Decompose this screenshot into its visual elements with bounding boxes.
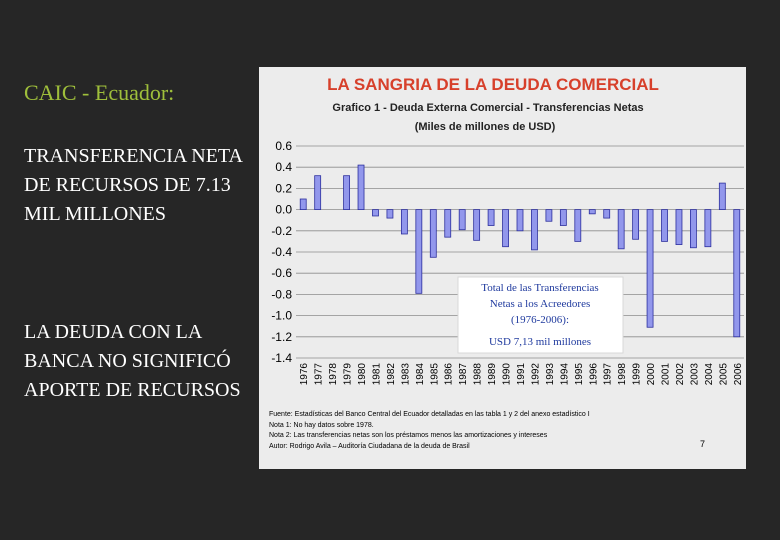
annotation-line-1: Total de las Transferencias (481, 282, 599, 294)
bar-chart (259, 67, 746, 469)
bar-1996 (589, 210, 595, 214)
x-tick-label: 1989 (487, 363, 499, 386)
footnote-author: Autor: Rodrigo Avila – Auditoría Ciudadana de la deuda de Brasil (269, 442, 470, 450)
bar-1986 (445, 210, 451, 238)
x-tick-label: 1987 (458, 363, 470, 386)
bar-2003 (690, 210, 696, 248)
bar-1994 (560, 210, 566, 226)
y-tick-label: -1.0 (271, 308, 292, 323)
x-tick-label: 2003 (689, 363, 701, 386)
y-tick-label: -0.2 (271, 223, 292, 238)
bar-1979 (344, 176, 350, 210)
bar-1981 (372, 210, 378, 216)
x-tick-label: 1999 (631, 363, 643, 386)
x-tick-label: 1990 (501, 363, 513, 386)
bar-2005 (719, 183, 725, 210)
bar-1984 (416, 210, 422, 294)
bar-2000 (647, 210, 653, 328)
chart-subtitle-units: (Miles de millones de USD) (414, 121, 556, 133)
x-tick-label: 1977 (313, 363, 325, 386)
x-tick-label: 1988 (472, 363, 484, 386)
bar-1977 (315, 176, 321, 210)
x-tick-label: 2001 (660, 363, 672, 386)
x-tick-label: 2002 (674, 363, 686, 386)
footnote-note-2: Nota 2: Las transferencias netas son los préstamos menos las amortizaciones y intereses (269, 432, 548, 440)
footnote-note-1: Nota 1: No hay datos sobre 1978. (269, 421, 374, 429)
chart-subtitle: Grafico 1 - Deuda Externa Comercial - Transferencias Netas (332, 102, 644, 114)
y-tick-label: -1.2 (271, 329, 292, 344)
x-tick-label: 1976 (299, 363, 311, 386)
bar-1983 (401, 210, 407, 234)
paragraph-debt: LA DEUDA CON LA BANCA NO SIGNIFICÓ APORTE DE RECURSOS (24, 321, 241, 401)
bar-1993 (546, 210, 552, 222)
bar-1982 (387, 210, 393, 218)
heading: CAIC - Ecuador: (24, 80, 175, 105)
x-tick-label: 1996 (588, 363, 600, 386)
x-tick-label: 1986 (443, 363, 455, 386)
x-tick-label: 1981 (371, 363, 383, 386)
x-tick-label: 1995 (573, 363, 585, 386)
bar-1997 (604, 210, 610, 218)
bar-1987 (459, 210, 465, 230)
annotation-line-3: (1976-2006): (510, 314, 570, 326)
y-tick-label: -0.4 (271, 245, 292, 259)
x-tick-label: 1993 (544, 363, 556, 386)
bar-1976 (300, 199, 306, 210)
footnote-source: Fuente: Estadísticas del Banco Central del Ecuador detalladas en las tabla 1 y 2 del anexo estadístico I (269, 411, 590, 418)
x-tick-label: 1979 (342, 363, 354, 386)
bar-1988 (474, 210, 480, 241)
x-tick-label: 2006 (732, 363, 744, 386)
y-tick-label: -0.8 (271, 287, 292, 302)
bar-1995 (575, 210, 581, 242)
chart-title: LA SANGRIA DE LA DEUDA COMERCIAL (327, 75, 659, 94)
footnotes (269, 410, 739, 452)
x-tick-label: 1978 (328, 363, 340, 386)
bar-1998 (618, 210, 624, 249)
x-tick-label: 1983 (400, 363, 412, 386)
x-tick-label: 1998 (617, 363, 629, 386)
bar-1999 (633, 210, 639, 240)
x-tick-label: 1985 (429, 363, 441, 386)
annotation-line-2: Netas a los Acreedores (489, 298, 591, 310)
x-tick-label: 1991 (516, 363, 527, 386)
y-tick-label: 0.4 (275, 160, 292, 175)
x-tick-label: 1980 (357, 363, 369, 386)
chart-panel (259, 67, 746, 469)
x-tick-label: 2005 (718, 363, 730, 386)
y-tick-label: 0.0 (275, 202, 292, 217)
y-tick-label: 0.2 (275, 181, 292, 196)
bar-2004 (705, 210, 711, 247)
x-tick-label: 1982 (385, 363, 397, 386)
x-tick-label: 1992 (530, 363, 542, 386)
y-tick-label: -1.4 (271, 351, 292, 365)
annotation-line-4: USD 7,13 mil millones (488, 336, 592, 348)
x-tick-label: 1984 (414, 363, 426, 386)
bar-2006 (734, 210, 740, 337)
paragraph-transfer: TRANSFERENCIA NETA DE RECURSOS DE 7.13 MIL MILLONES (24, 145, 242, 225)
x-tick-label: 1997 (602, 363, 614, 386)
bar-1980 (358, 165, 364, 210)
bar-1985 (430, 210, 436, 258)
bar-1990 (503, 210, 509, 247)
x-tick-label: 1994 (559, 363, 571, 386)
x-tick-label: 2000 (646, 363, 658, 386)
bar-2002 (676, 210, 682, 245)
bar-1989 (488, 210, 494, 226)
y-tick-label: -0.6 (271, 266, 292, 281)
bar-1991 (517, 210, 523, 231)
x-tick-label: 2004 (703, 363, 715, 386)
bar-2001 (662, 210, 668, 242)
page-number: 7 (700, 439, 706, 449)
bar-1992 (531, 210, 537, 250)
y-tick-label: 0.6 (275, 139, 292, 153)
